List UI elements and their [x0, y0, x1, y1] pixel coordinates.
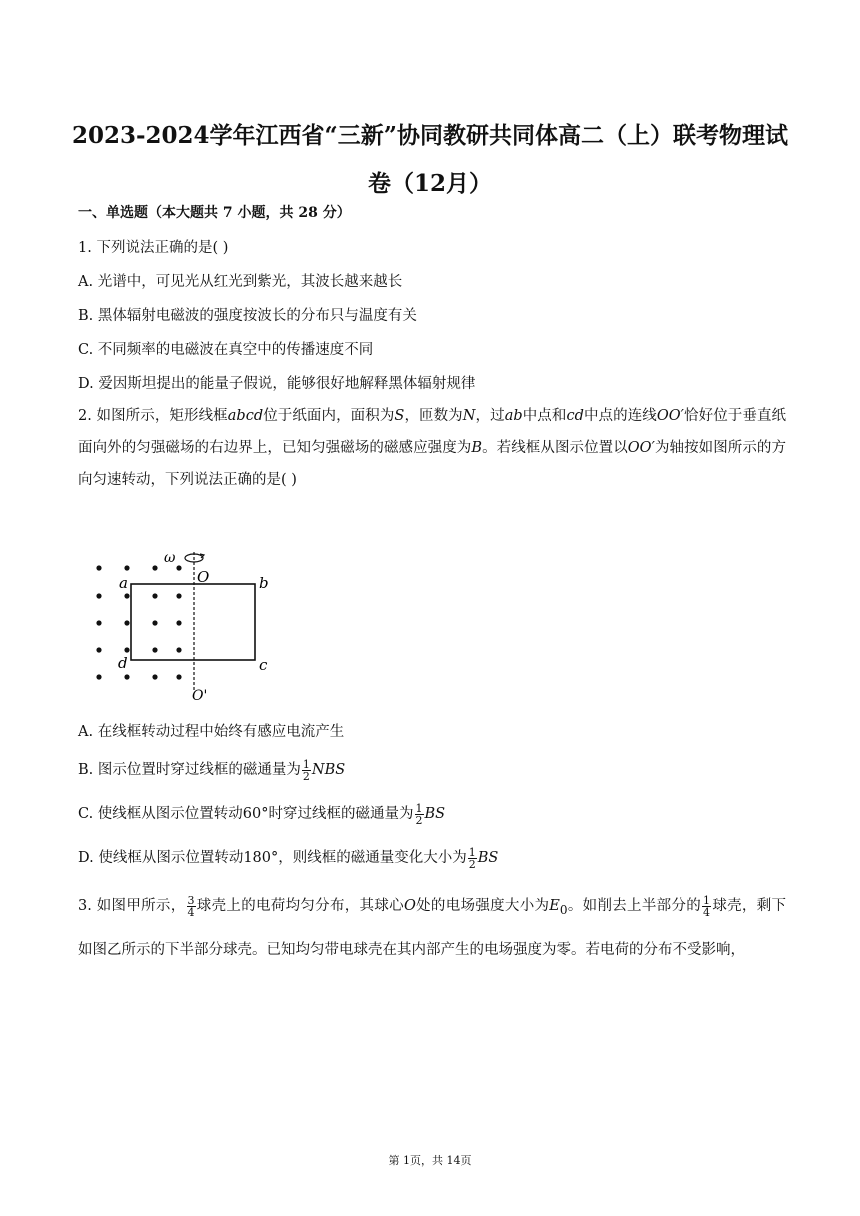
q2-option-a: A. 在线框转动过程中始终有感应电流产生 [78, 724, 345, 740]
magnetic-field-figure [84, 544, 284, 708]
fraction-three-quarters: $\frac{3}{4}$ [187, 893, 195, 919]
title-line-1: 2023-2024学年江西省“三新”协同教研共同体高二（上）联考物理试 [71, 122, 789, 149]
label-O-prime: O' [192, 688, 208, 704]
fraction-one-quarter: $\frac{1}{4}$ [703, 893, 711, 919]
fraction: $\frac{1}{2}$ [468, 845, 476, 871]
q2-option-c: C. 使线框从图示位置转动60°时穿过线框的磁通量为 $\frac{1}{2}$ BS [78, 801, 446, 827]
section-heading: 一、单选题（本大题共 7 小题，共 28 分） [78, 205, 351, 221]
coil-diagram [84, 544, 284, 704]
q2-option-d: D. 使线框从图示位置转动180°，则线框的磁通量变化大小为 $\frac{1}{2}$ BS [78, 845, 499, 871]
title-line-2: 卷（12月） [367, 170, 492, 197]
fraction: $\frac{1}{2}$ [415, 801, 423, 827]
label-a: a [119, 574, 128, 592]
q1-stem: 1. 下列说法正确的是( ) [78, 240, 229, 256]
q1-option-a: A. 光谱中，可见光从红光到紫光，其波长越来越长 [78, 274, 403, 290]
fraction: $\frac{1}{2}$ [302, 757, 310, 783]
label-b: b [259, 574, 269, 592]
q2-stem: 2. 如图所示，矩形线框abcd位于纸面内，面积为S，匝数为N，过ab中点和cd中点的连线OO′恰好位于垂直纸面向外的匀强磁场的右边界上，已知匀强磁场的磁感应强度为B。若线框从图示位置以OO′为轴按如图所示的方向匀速转动，下列说法正确的是( ) [78, 408, 787, 488]
rectangular-coil [131, 584, 255, 660]
q3-stem: 3. 如图甲所示， $\frac{3}{4}$ 球壳上的电荷均匀分布，其球心O处的电场强度大小为$E_0$。如削去上半部分的 $\frac{1}{4}$ 球壳，剩下如图乙所示的下半部分球壳。已知均匀带电球壳在其内部产生的电场强度为零。若电荷的分布不受影响， [78, 893, 787, 958]
field-dots [96, 565, 181, 679]
page-title [40, 112, 820, 208]
q1-option-b: B. 黑体辐射电磁波的强度按波长的分布只与温度有关 [78, 308, 417, 324]
label-c: c [259, 656, 268, 674]
q1-option-c: C. 不同频率的电磁波在真空中的传播速度不同 [78, 342, 374, 358]
page-footer: 第 1页，共 14页 [388, 1154, 472, 1167]
label-O: O [197, 568, 210, 586]
q1-option-d: D. 爱因斯坦提出的能量子假说，能够很好地解释黑体辐射规律 [78, 376, 476, 392]
q2-option-b: B. 图示位置时穿过线框的磁通量为 $\frac{1}{2}$ NBS [78, 757, 346, 783]
label-d: d [118, 654, 128, 672]
omega-label: ω [164, 550, 176, 566]
